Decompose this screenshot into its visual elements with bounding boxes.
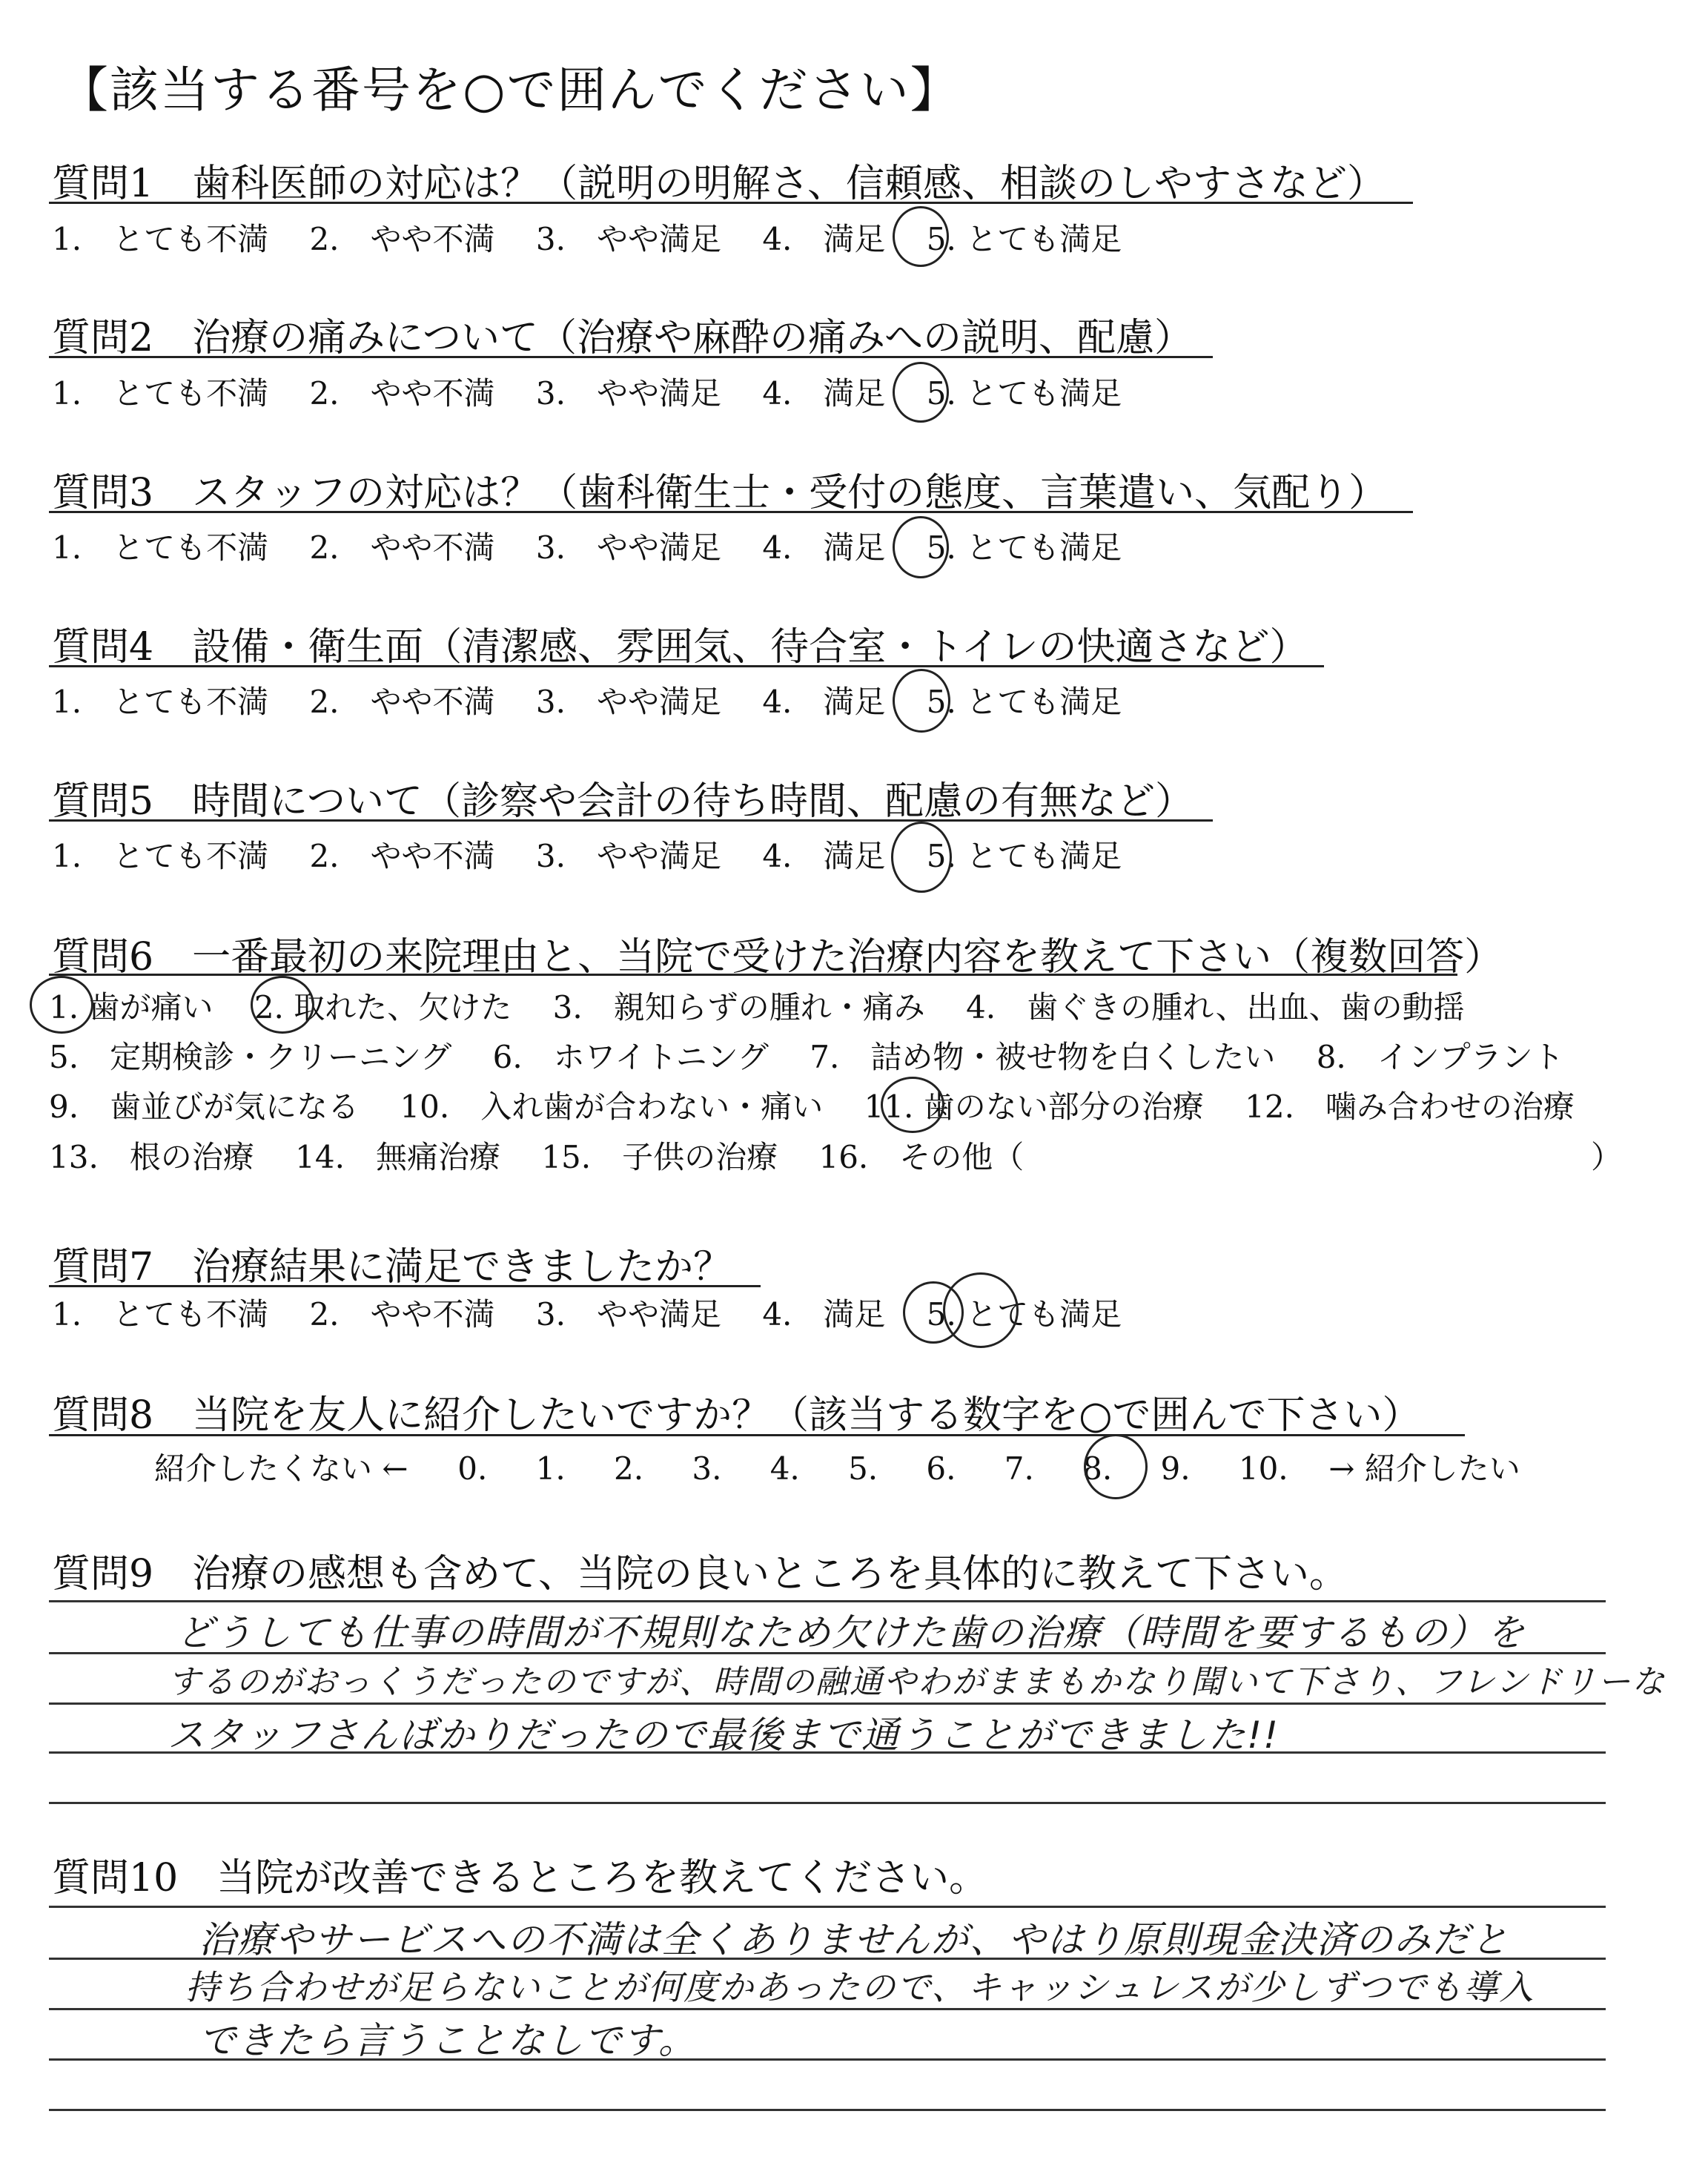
option-1[interactable]: 1. とても不満 [52,838,269,874]
scale-7[interactable]: 7. [1004,1450,1034,1487]
question-5-underline [49,819,1213,822]
q6-option-2-number[interactable]: 2. [254,989,284,1025]
question-10-title: 質問10 当院が改善できるところを教えてください。 [52,1856,988,1900]
answer-line [49,1600,1606,1602]
q6-option-4[interactable]: 4. 歯ぐきの腫れ、出血、歯の動揺 [966,989,1465,1025]
option-5-number[interactable]: 5. [926,1296,956,1332]
scale-0[interactable]: 0. [457,1450,488,1487]
question-7-underline [49,1285,761,1287]
answer-line [49,1802,1606,1804]
question-4-options [52,678,1122,722]
option-4[interactable]: 4. 満足 [762,375,886,412]
q10-answer-line-3: できたら言うことなしです。 [199,2019,697,2062]
question-6-row-3 [49,1083,1575,1127]
question-6-row-2 [49,1033,1564,1077]
answer-line [49,1906,1606,1908]
option-5-number[interactable]: 5. [926,838,956,874]
question-5-options [52,832,1122,876]
q9-answer-line-1: どうしても仕事の時間が不規則なため欠けた歯の治療（時間を要するもの）を [176,1611,1526,1654]
answer-line [49,2109,1606,2111]
question-9-title: 質問9 治療の感想も含めて、当院の良いところを具体的に教えて下さい。 [52,1552,1348,1596]
scale-5[interactable]: 5. [848,1450,878,1487]
question-8-underline [49,1434,1465,1436]
circle-mark [881,1077,944,1133]
option-4[interactable]: 4. 満足 [762,221,886,257]
question-7-title: 質問7 治療結果に満足できましたか？ [52,1245,732,1289]
circle-mark [1084,1434,1148,1499]
option-5-label[interactable]: とても満足 [966,529,1122,566]
page-header: 【該当する番号を○で囲んでください】 [59,62,961,119]
scale-8[interactable]: 8. [1082,1450,1113,1487]
scale-9[interactable]: 9. [1160,1450,1191,1487]
question-6-row-4 [49,1133,1621,1178]
option-1[interactable]: 1. とても不満 [52,375,269,412]
option-4[interactable]: 4. 満足 [762,684,886,720]
q6-option-15[interactable]: 15. 子供の治療 [541,1139,778,1175]
option-1[interactable]: 1. とても不満 [52,684,269,720]
answer-line [49,1702,1606,1705]
option-3[interactable]: 3. やや満足 [535,684,721,720]
q6-option-1-label[interactable]: 歯が痛い [88,989,214,1025]
q6-option-10[interactable]: 10. 入れ歯が合わない・痛い [400,1089,824,1125]
q6-other-close-paren: ） [1591,1139,1623,1175]
q10-answer-line-1: 治療やサービスへの不満は全くありませんが、やはり原則現金決済のみだと [199,1918,1509,1961]
option-3[interactable]: 3. やや満足 [535,221,721,257]
q6-option-1-number[interactable]: 1. [49,989,79,1025]
option-2[interactable]: 2. やや不満 [309,1296,495,1332]
question-2-options [52,369,1122,414]
circle-mark [893,669,950,733]
question-8-scale [154,1444,1520,1489]
option-1[interactable]: 1. とても不満 [52,221,269,257]
option-3[interactable]: 3. やや満足 [535,375,721,412]
scale-right-label: → 紹介したい [1328,1450,1520,1487]
option-2[interactable]: 2. やや不満 [309,838,495,874]
circle-mark [943,1272,1019,1348]
question-8-title: 質問8 当院を友人に紹介したいですか？（該当する数字を○で囲んで下さい） [52,1393,1421,1438]
question-2-underline [49,356,1213,358]
q6-option-8[interactable]: 8. インプラント [1316,1039,1564,1075]
option-3[interactable]: 3. やや満足 [535,1296,721,1332]
scale-2[interactable]: 2. [613,1450,644,1487]
option-5-label[interactable]: とても満足 [966,375,1122,412]
question-4-title: 質問4 設備・衛生面（清潔感、雰囲気、待合室・トイレの快適さなど） [52,625,1308,670]
q9-answer-line-3: スタッフさんばかりだったので最後まで通うことができました!! [168,1714,1280,1757]
option-2[interactable]: 2. やや不満 [309,529,495,566]
option-5-number[interactable]: 5. [926,529,956,566]
q6-option-9[interactable]: 9. 歯並びが気になる [49,1089,360,1125]
option-2[interactable]: 2. やや不満 [309,684,495,720]
q6-option-5[interactable]: 5. 定期検診・クリーニング [49,1039,452,1075]
question-5-title: 質問5 時間について（診察や会計の待ち時間、配慮の有無など） [52,779,1194,824]
circle-mark [893,362,949,423]
question-4-underline [49,665,1324,667]
option-5-label[interactable]: とても満足 [966,221,1122,257]
scale-6[interactable]: 6. [926,1450,956,1487]
question-3-title: 質問3 スタッフの対応は？（歯科衛生士・受付の態度、言葉遣い、気配り） [52,471,1388,515]
option-5-number[interactable]: 5. [926,221,956,257]
question-1-title: 質問1 歯科医師の対応は？（説明の明解さ、信頼感、相談のしやすさなど） [52,162,1386,206]
option-4[interactable]: 4. 満足 [762,838,886,874]
circle-mark [891,822,952,893]
option-4[interactable]: 4. 満足 [762,1296,886,1332]
option-1[interactable]: 1. とても不満 [52,529,269,566]
q6-option-3[interactable]: 3. 親知らずの腫れ・痛み [552,989,925,1025]
circle-mark [30,976,93,1034]
circle-mark [893,206,949,267]
q6-option-2-label[interactable]: 取れた、欠けた [294,989,512,1025]
option-1[interactable]: 1. とても不満 [52,1296,269,1332]
scale-10[interactable]: 10. [1238,1450,1288,1487]
option-5-number[interactable]: 5. [926,684,956,720]
question-3-options [52,524,1122,568]
scale-left-label: 紹介したくない ← [154,1450,408,1487]
option-5-number[interactable]: 5. [926,375,956,412]
q6-option-12[interactable]: 12. 噛み合わせの治療 [1245,1089,1575,1125]
q10-answer-line-2: 持ち合わせが足らないことが何度かあったので、キャッシュレスが少しずつでも導入 [185,1967,1535,2007]
q6-option-16[interactable]: 16. その他（ [818,1139,1025,1175]
q6-option-11-number[interactable]: 11. [864,1089,914,1125]
option-4[interactable]: 4. 満足 [762,529,886,566]
option-3[interactable]: 3. やや満足 [535,529,721,566]
scale-1[interactable]: 1. [535,1450,566,1487]
q6-option-6[interactable]: 6. ホワイトニング [492,1039,769,1075]
q6-option-13[interactable]: 13. 根の治療 [49,1139,254,1175]
scale-4[interactable]: 4. [769,1450,800,1487]
q6-option-14[interactable]: 14. 無痛治療 [295,1139,500,1175]
option-2[interactable]: 2. やや不満 [309,221,495,257]
circle-mark [251,976,314,1034]
option-5-label[interactable]: とても満足 [966,1296,1122,1332]
q6-option-7[interactable]: 7. 詰め物・被せ物を白くしたい [810,1039,1276,1075]
option-2[interactable]: 2. やや不満 [309,375,495,412]
question-6-underline [49,974,1457,976]
option-5-label[interactable]: とても満足 [966,684,1122,720]
question-2-title: 質問2 治療の痛みについて（治療や麻酔の痛みへの説明、配慮） [52,316,1194,360]
question-1-underline [49,202,1413,204]
scale-3[interactable]: 3. [692,1450,722,1487]
question-1-options [52,215,1122,260]
q9-answer-line-2: するのがおっくうだったのですが、時間の融通やわがままもかなり聞いて下さり、フレンドリーな [168,1663,1666,1701]
q6-option-11-label[interactable]: 歯のない部分の治療 [923,1089,1204,1125]
option-3[interactable]: 3. やや満足 [535,838,721,874]
question-3-underline [49,511,1413,513]
circle-mark [893,516,949,578]
question-6-title: 質問6 一番最初の来院理由と、当院で受けた治療内容を教えて下さい（複数回答） [52,935,1503,980]
option-5-label[interactable]: とても満足 [966,838,1122,874]
